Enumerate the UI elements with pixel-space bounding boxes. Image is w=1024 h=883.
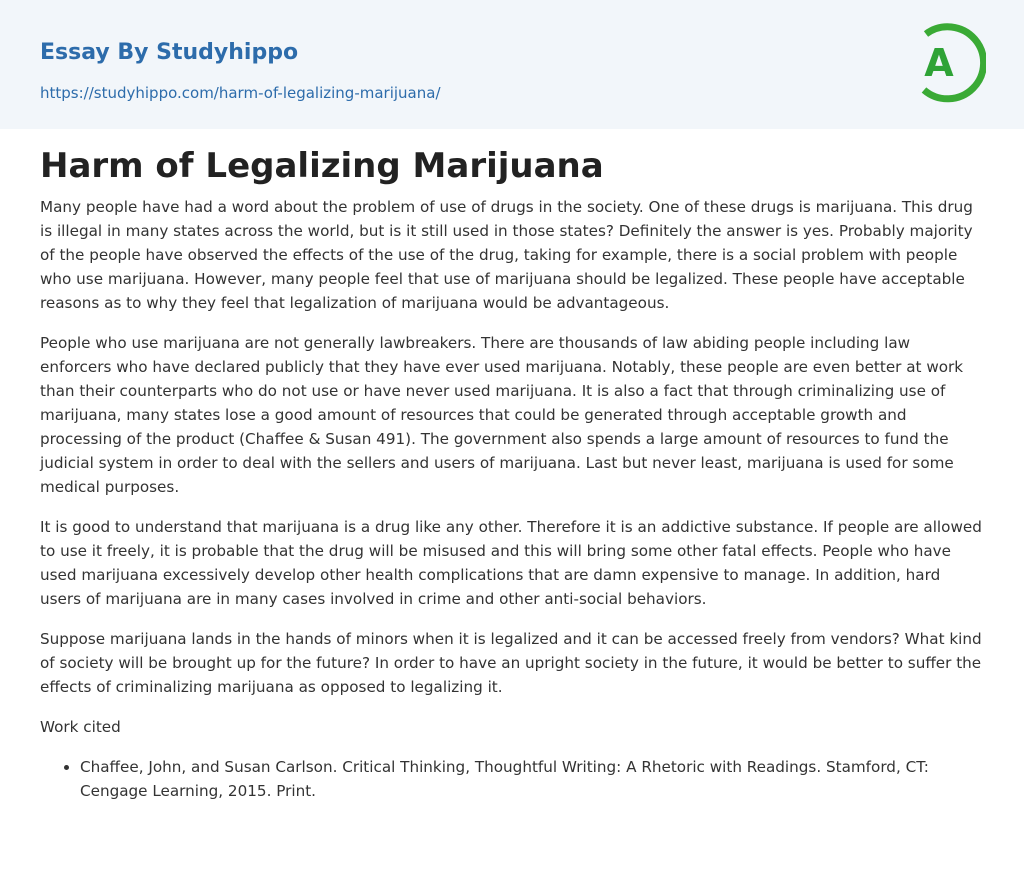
site-header bbox=[0, 0, 1024, 129]
page-title: Harm of Legalizing Marijuana bbox=[40, 146, 604, 186]
brand-title[interactable]: Essay By Studyhippo bbox=[40, 40, 299, 65]
works-cited-heading: Work cited bbox=[40, 718, 121, 736]
article-body bbox=[40, 195, 985, 803]
paragraph-1: Many people have had a word about the problem of use of drugs in the society. One of these drugs is marijuana. This drug is illegal in many states across the world, but is it still used in those states? Definitely the answer is yes. Probably majority of the people have observed the effects of the use of the drug, taking for example, there is a social problem with people who use marijuana. However, many people feel that use of marijuana should be legalized. These people have acceptable reasons as to why they feel that legalization of marijuana would be advantageous. bbox=[40, 198, 973, 312]
citation-item: • Chaffee, John, and Susan Carlson. Critical Thinking, Thoughtful Writing: A Rhetoric with Readings. Stamford, CT: Cengage Learning, 2015. Print. bbox=[80, 755, 985, 803]
paragraph-2: People who use marijuana are not generally lawbreakers. There are thousands of law abiding people including law enforcers who have declared publicly that they have ever used marijuana. Notably, these people are even better at work than their counterparts who do not use or have never used marijuana. It is also a fact that through criminalizing use of marijuana, many states lose a good amount of resources that could be generated through acceptable growth and processing of the product (Chaffee & Susan 491). The government also spends a large amount of resources to fund the judicial system in order to deal with the sellers and users of marijuana. Last but never least, marijuana is used for some medical purposes. bbox=[40, 334, 964, 496]
citation-list bbox=[40, 755, 985, 803]
paragraph-3: It is good to understand that marijuana is a drug like any other. Therefore it is an addictive substance. If people are allowed to use it freely, it is probable that the drug will be misused and this will bring some other fatal effects. People who have used marijuana excessively develop other health complications that are damn expensive to manage. In addition, hard users of marijuana are in many cases involved in crime and other anti-social behaviors. bbox=[40, 518, 982, 608]
paragraph-4: Suppose marijuana lands in the hands of minors when it is legalized and it can be accessed freely from vendors? What kind of society will be brought up for the future? In order to have an upright society in the future, it would be better to suffer the effects of criminalizing marijuana as opposed to legalizing it. bbox=[40, 630, 982, 696]
article-url-link[interactable]: https://studyhippo.com/harm-of-legalizing-marijuana/ bbox=[40, 84, 441, 102]
logo-letter: A bbox=[924, 41, 954, 85]
studyhippo-logo-icon[interactable] bbox=[912, 18, 986, 106]
